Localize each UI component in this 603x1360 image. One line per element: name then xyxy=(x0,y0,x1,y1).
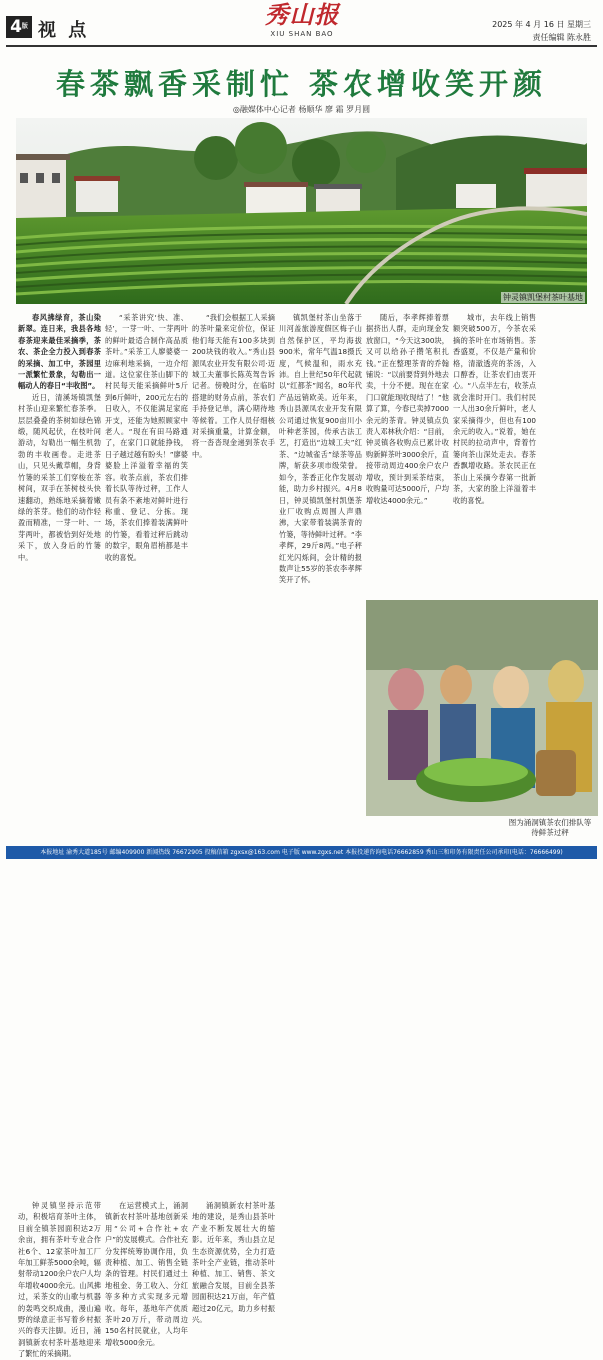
article-paragraph: 城市，去年线上销售额突破500万，今茶农采摘的茶叶在市场销售。茶香盛夏，不仅是产量和价格，清澈透亮的茶汤，入口醇香，让茶农们由衷开心。“八点半左右，收茶点就会准时开门。我们村民一人出30余斤鲜叶，老人家采摘得少，但也有100余元的收入。”说着，她在村民的拉动声中，背着竹篓向茶山深处走去。春茶香飘增收路。茶农民正在茶山上采摘今春第一批新茶，大家的脸上洋溢着丰收的喜悦。 xyxy=(453,313,536,505)
article-column-6 xyxy=(453,312,536,597)
section-title: 视 点 xyxy=(38,20,90,41)
tea-plantation-photo xyxy=(16,118,587,304)
photo2-caption: 图为涌洞镇茶农们排队等待鲜茶过秤 xyxy=(508,818,592,837)
article-column-5 xyxy=(366,312,449,597)
article-column-1 xyxy=(18,312,101,563)
page-number: $4^版$ xyxy=(6,16,32,38)
article-column-9 xyxy=(192,1200,275,1325)
article-lead: 春风拂绿育，茶山染新翠。连日来，我县各地春茶迎来最佳采摘季，茶农、茶企全力投入到春茶的采摘、加工中，茶园里一派繁忙景象，勾勒出一幅动人的春日“丰收图”。 xyxy=(18,313,101,391)
photo-caption: 钟灵镇凯堡村茶叶基地 xyxy=(503,293,583,302)
editor-credit: 责任编辑 陈永胜 xyxy=(532,33,591,42)
article-column-4 xyxy=(279,312,362,586)
masthead-rule xyxy=(6,45,597,47)
article-paragraph: “我们会根据工人采摘的茶叶量来定价位，保证他们每天能有100多块到200块钱的收入。”秀山县源凤农业开发有限公司·迈城工夫董事长陈英驾告诉记者。傍晚时分，在临时搭建的财务点前，茶农们手持登记单，满心期待地等候着。工作人员仔细核对采摘重量，计算金额，将一沓沓现金递到茶农手中。 xyxy=(192,313,275,459)
tea-weighing-photo xyxy=(366,600,598,816)
headline: 春茶飘香采制忙 茶农增收笑开颜 xyxy=(55,67,548,101)
article-paragraph: 镇凯堡村茶山坐落于川河盖旅游度假区梅子山自然保护区，平均海拔900米，常年气温18摄氏度，气候温和，雨水充沛。自上世纪50年代起就以“红都茶”闻名，80年代产品远销欧美。近年来，秀山县源凤农业开发有限公司通过恢复900亩川小叶种老茶园，传承古法工艺，打造出“边城工夫”红茶、“边城雀舌”绿茶等品牌，斩获多项市级荣誉。如今，茶香正化作发展动能，助力乡村振兴。4月8日，钟灵镇凯堡村凯堡茶业厂收购点周围人声鼎沸，大家带着装满茶青的竹篓，等待鲜叶过秤。“李孝辉，29斤8两。”电子秤红光闪烁间，会计精的报数声让55岁的茶农李孝辉笑开了怀。 xyxy=(279,313,362,585)
newspaper-logo: 秀山报 XIU SHAN BAO xyxy=(264,0,340,38)
article-paragraph: 近日，清溪场镇凯堡村茶山迎来繁忙春茶季。层层叠叠的茶树如绿色锦缎，随风起伏，在枝叶间游动，勾勒出一幅生机勃勃的丰收画卷。走进茶山，只见头戴草帽，身背竹篓的采茶工们穿梭在茶树间，双手在茶树枝头快速翻动，熟练地采摘着嫩绿的茶芽。他们的动作轻盈而精准，一芽一叶、一芽两叶，都被恰到好处地采下，放入身后的竹篓中。 xyxy=(18,392,101,562)
article-paragraph: “采茶讲究‘快、准、轻’，一芽一叶、一芽两叶的鲜叶最适合制作高品质茶叶。”采茶工人廖婆婆一边麻利地采摘，一边介绍道。这位家住茶山脚下的村民每天能采摘鲜叶5斤到6斤鲜叶，200元左右的日收入，不仅能满足家庭开支，还能为她照顾家中老人。“现在有田马路通了，在家门口就能挣钱，日子越过越有盼头！”廖婆婆脸上洋溢着幸福的笑容。收茶点前，茶农们排着长队等待过秤，工作人员有条不紊地对鲜叶进行称重、登记、分拣。现场，茶农们捧着装满鲜叶的竹篓，看着过秤后跳动的数字，眼角眉梢都是丰收的喜悦。 xyxy=(105,313,188,562)
article-paragraph: 随后，李孝辉捧着票据挤出人群，走向现金发放窗口，“今天这300块，又可以给孙子攒笔积扎钱。”正在整理茶青的乔翰铺说：“以前要背到外地去卖，十分不便。现在在家门口就能现收现结了！”他算了算，今春已卖掉7000余元的茶青。钟灵镇点负责人邓林秋介绍：“目前，钟灵镇各收购点已累计收购新鲜茶叶3000余斤，直接带动周边400余户农户增收，预计到采茶结束，收购量可达5000斤，户均增收达4000余元。” xyxy=(366,313,449,505)
byline: ◎融媒体中心记者 杨顺华 廖 霜 罗月圆 xyxy=(232,105,371,114)
article-column-2 xyxy=(105,312,188,563)
masthead xyxy=(0,0,603,48)
article-paragraph: 钟灵镇坚持示范带动，积极培育茶叶主体，目前全镇茶园面积达2万余亩，拥有茶叶专业合作社6个、12家茶叶加工厂年加工鲜茶5000余吨，辐射带动1200余户农户人均年增收4000余元。山风拂过，采茶女的山歌与机器的轰鸣交织成曲，漫山遍野的绿意正书写着乡村振兴的春天注脚。近日，涌洞镇新农村茶叶基地迎来了繁忙的采摘期。 xyxy=(18,1201,101,1359)
issue-date: 2025 年 4 月 16 日 星期三 xyxy=(492,20,591,29)
article-column-3 xyxy=(192,312,275,460)
article-column-7 xyxy=(18,1200,101,1360)
article-paragraph: 涌洞镇新农村茶叶基地的建设，是秀山县茶叶产业不断发展壮大的缩影。近年来，秀山县立足生态资源优势，全力打造茶叶全产业链，推动茶叶种植、加工、销售、茶文旅融合发展，目前全县茶园面积达21万亩，年产值超过20亿元，助力乡村振兴。 xyxy=(192,1201,275,1325)
footer-bar: 本报地址 渝秀大道185号 邮编409900 新闻热线 76672905 投稿信箱 zgxsx@163.com 电子版 www.zgxs.net 本报投递咨询电话76662859 秀山三和印务有限责任公司承印(电话：76666499) xyxy=(6,846,597,859)
article-column-8 xyxy=(105,1200,188,1348)
article-paragraph: 在运营模式上，涌洞镇新农村茶叶基地创新采用“公司+合作社+农户”的发展模式。合作社充分发挥统筹协调作用，负责种植、加工、销售全链条的管理。村民们通过土地租金、务工收入、分红等多种方式实现多元增收。每年，基地年产优质茶叶20万斤，带动周边150名村民就业，人均年增收5000余元。 xyxy=(105,1201,188,1347)
